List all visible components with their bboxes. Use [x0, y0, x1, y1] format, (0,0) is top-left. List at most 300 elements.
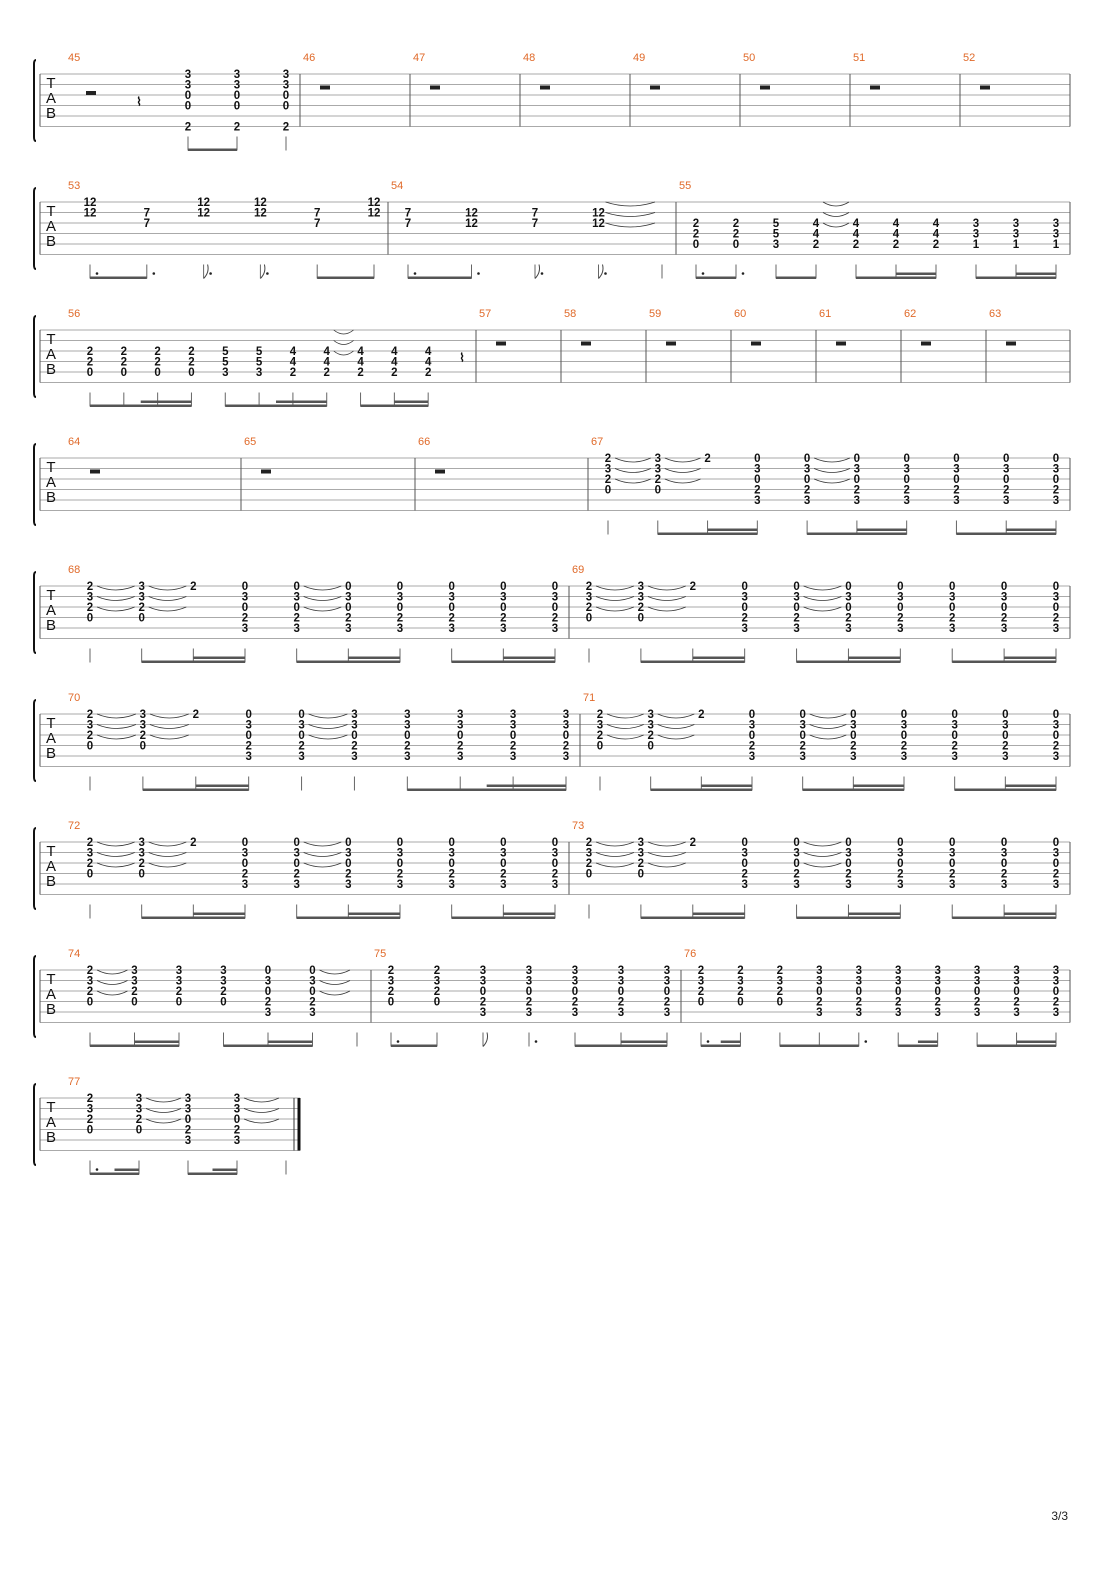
tab-clef-letter: B: [45, 1129, 57, 1146]
measure-number: 48: [523, 52, 536, 64]
fret-number: 2: [525, 996, 533, 1009]
fret-number: 0: [897, 837, 904, 849]
fret-number: 3: [525, 965, 533, 977]
tab-system: [34, 948, 1070, 1047]
fret-number: 3: [222, 367, 229, 379]
tab-clef-letter: A: [45, 90, 57, 107]
tie-arc: [810, 714, 847, 718]
tab-clef-letter: A: [45, 218, 57, 235]
beam: [807, 533, 907, 536]
fret-number: 0: [233, 90, 241, 102]
fret-number: 0: [845, 858, 852, 870]
tab-system: [34, 436, 1070, 535]
fret-number: 2: [86, 858, 94, 870]
tie-arc: [309, 714, 348, 718]
fret-number: 4: [932, 218, 940, 230]
fret-number: 0: [934, 986, 941, 998]
fret-number: 3: [754, 463, 761, 476]
fret-number: 2: [617, 996, 625, 1009]
fret-number: 3: [86, 1103, 94, 1116]
fret-number: 0: [551, 581, 559, 593]
whole-rest: [435, 470, 445, 474]
fret-number: 4: [892, 228, 900, 241]
fret-number: 3: [855, 975, 862, 988]
fret-number: 2: [1052, 868, 1060, 881]
measure-number: 70: [68, 692, 81, 704]
fret-number: 7: [531, 207, 539, 220]
fret-number: 0: [647, 740, 654, 753]
fret-number: 0: [1052, 581, 1060, 593]
fret-number: 2: [86, 709, 94, 721]
note-flag: [204, 265, 209, 279]
whole-rest: [581, 342, 591, 346]
fret-number: 2: [345, 868, 352, 881]
fret-number: 0: [233, 100, 241, 113]
tie-arc: [320, 981, 351, 985]
tie-arc: [665, 458, 701, 462]
fret-number: 2: [135, 1114, 143, 1126]
fret-number: 3: [562, 719, 570, 732]
fret-number: 3: [816, 965, 823, 977]
fret-number: 3: [396, 591, 404, 604]
tie-arc: [606, 213, 656, 217]
fret-number: 0: [1000, 837, 1008, 849]
tie-arc: [648, 863, 686, 867]
fret-number: 0: [845, 837, 852, 849]
measure-number: 62: [904, 308, 917, 320]
fret-number: 0: [793, 837, 800, 849]
fret-number: 3: [1000, 847, 1008, 860]
fret-number: 0: [949, 602, 956, 614]
tie-arc: [648, 842, 686, 846]
fret-number: 2: [86, 1093, 94, 1105]
fret-number: 3: [793, 847, 800, 860]
tab-clef-letter: B: [45, 361, 57, 378]
fret-number: 2: [1002, 740, 1009, 753]
fret-number: 3: [184, 69, 192, 81]
fret-number: 0: [298, 730, 305, 742]
page-number: 3/3: [1051, 1509, 1068, 1523]
fret-number: 0: [86, 868, 94, 881]
fret-number: 0: [900, 730, 908, 742]
fret-number: 0: [853, 474, 861, 486]
system-bracket: [34, 316, 36, 397]
fret-number: 0: [654, 484, 661, 497]
fret-number: 2: [1052, 612, 1060, 625]
note-flag: [260, 265, 265, 279]
fret-number: 2: [1000, 868, 1008, 881]
fret-number: 2: [697, 986, 705, 998]
fret-number: 2: [188, 346, 195, 358]
fret-number: 3: [138, 837, 145, 849]
fret-number: 2: [448, 612, 455, 625]
fret-number: 2: [86, 346, 94, 358]
fret-number: 0: [433, 996, 441, 1009]
tab-clef-letter: T: [46, 75, 56, 92]
fret-number: 12: [592, 207, 605, 220]
beam-secondary: [196, 785, 249, 788]
fret-number: 3: [387, 975, 395, 988]
fret-number: 2: [282, 121, 290, 134]
fret-number: 4: [289, 356, 297, 369]
fret-number: 3: [850, 719, 857, 732]
tie-arc: [823, 223, 849, 227]
tie-arc: [320, 970, 351, 974]
fret-number: 12: [254, 197, 267, 209]
beam-secondary: [848, 913, 900, 916]
tie-arc: [334, 330, 354, 334]
tie-arc: [97, 970, 128, 974]
fret-number: 2: [391, 367, 398, 379]
tie-arc: [97, 586, 135, 590]
fret-number: 3: [396, 847, 404, 860]
fret-number: 3: [953, 495, 960, 507]
fret-number: 3: [448, 879, 455, 891]
tie-arc: [804, 863, 842, 867]
measure-number: 61: [819, 308, 832, 320]
fret-number: 0: [585, 612, 593, 625]
fret-number: 3: [184, 79, 192, 92]
fret-number: 3: [293, 879, 300, 891]
fret-number: 3: [175, 975, 183, 988]
fret-number: 2: [351, 740, 358, 753]
fret-number: 3: [479, 975, 487, 988]
tie-arc: [304, 586, 342, 590]
fret-number: 3: [949, 879, 956, 891]
beam: [188, 149, 237, 152]
fret-number: 2: [86, 356, 94, 369]
fret-number: 0: [845, 602, 852, 614]
fret-number: 2: [1052, 996, 1060, 1009]
measure-number: 65: [244, 436, 257, 448]
fret-number: 0: [793, 581, 800, 593]
fret-number: 2: [654, 474, 661, 486]
fret-number: 0: [1052, 709, 1060, 721]
fret-number: 2: [663, 996, 671, 1009]
fret-number: 2: [892, 239, 900, 251]
fret-number: 0: [663, 986, 671, 998]
fret-number: 12: [367, 197, 381, 209]
tie-arc: [606, 223, 656, 227]
fret-number: 0: [1052, 730, 1060, 742]
beam: [391, 1045, 437, 1048]
measure-number: 68: [68, 564, 81, 576]
fret-number: 2: [86, 837, 94, 849]
measure-number: 72: [68, 820, 81, 832]
tie-arc: [665, 469, 701, 473]
fret-number: 2: [293, 612, 300, 625]
measure-number: 51: [853, 52, 866, 64]
beam: [956, 533, 1056, 536]
tab-clef-letter: A: [45, 858, 57, 875]
fret-number: 3: [479, 1007, 487, 1019]
fret-number: 3: [509, 709, 517, 721]
fret-number: 3: [298, 719, 305, 732]
fret-number: 0: [245, 709, 252, 721]
fret-number: 3: [551, 623, 559, 635]
fret-number: 7: [531, 218, 539, 230]
fret-number: 3: [850, 751, 857, 763]
fret-number: 0: [188, 367, 195, 379]
whole-rest: [650, 86, 660, 90]
beam-secondary: [693, 657, 745, 660]
fret-number: 7: [404, 207, 412, 220]
fret-number: 3: [1052, 847, 1060, 860]
fret-number: 2: [233, 121, 241, 134]
fret-number: 3: [845, 847, 852, 860]
fret-number: 3: [1052, 1007, 1060, 1019]
whole-rest: [430, 86, 440, 90]
fret-number: 3: [241, 879, 249, 891]
fret-number: 3: [793, 623, 800, 635]
fret-number: 3: [973, 1007, 981, 1019]
fret-number: 3: [293, 623, 300, 635]
fret-number: 3: [585, 591, 593, 604]
fret-number: 3: [972, 228, 980, 241]
fret-number: 3: [637, 591, 645, 604]
fret-number: 0: [396, 837, 404, 849]
fret-number: 2: [850, 740, 857, 753]
tie-arc: [648, 607, 686, 611]
fret-number: 4: [323, 356, 330, 369]
measure-number: 52: [963, 52, 976, 64]
fret-number: 0: [264, 965, 272, 977]
fret-number: 2: [86, 602, 94, 614]
fret-number: 3: [448, 847, 455, 860]
fret-number: 3: [897, 847, 904, 860]
fret-number: 3: [816, 975, 823, 988]
tie-arc: [596, 853, 634, 857]
fret-number: 3: [1012, 218, 1020, 230]
whole-rest: [496, 342, 506, 346]
fret-number: 2: [309, 996, 316, 1009]
fret-number: 3: [404, 709, 411, 721]
fret-number: 0: [86, 996, 94, 1009]
fret-number: 0: [845, 581, 852, 593]
tab-clef-letter: B: [45, 105, 57, 122]
measure-number: 71: [583, 692, 596, 704]
fret-number: 3: [803, 495, 811, 507]
fret-number: 2: [387, 986, 395, 998]
beam-secondary: [135, 1041, 180, 1044]
fret-number: 0: [448, 837, 455, 849]
fret-number: 0: [793, 602, 800, 614]
whole-rest: [921, 342, 931, 346]
beam-secondary: [1016, 273, 1056, 276]
fret-number: 3: [184, 1103, 192, 1116]
system-bracket: [34, 444, 36, 525]
tie-arc: [146, 1109, 181, 1113]
fret-number: 2: [241, 868, 249, 881]
beam: [701, 1045, 740, 1048]
fret-number: 0: [138, 612, 145, 625]
beam: [898, 1045, 937, 1048]
fret-number: 0: [220, 996, 227, 1009]
fret-number: 4: [424, 356, 432, 369]
fret-number: 2: [776, 986, 784, 998]
fret-number: 2: [596, 730, 604, 742]
fret-number: 3: [897, 879, 904, 891]
beam-secondary: [276, 401, 327, 404]
fret-number: 2: [776, 965, 784, 977]
fret-number: 4: [357, 346, 364, 358]
note-flag: [599, 265, 604, 279]
fret-number: 0: [799, 730, 806, 742]
fret-number: 2: [748, 740, 756, 753]
fret-number: 2: [741, 612, 748, 625]
fret-number: 3: [509, 719, 517, 732]
fret-number: 3: [220, 975, 227, 988]
fret-number: 2: [184, 1124, 192, 1137]
fret-number: 3: [220, 965, 227, 977]
duration-dot: [397, 1040, 400, 1043]
beam: [977, 1045, 1056, 1048]
tab-system: [34, 820, 1070, 919]
tab-clef-letter: B: [45, 745, 57, 762]
beam-secondary: [693, 913, 745, 916]
fret-number: 3: [245, 719, 252, 732]
fret-number: 3: [233, 1093, 241, 1105]
fret-number: 3: [1052, 495, 1060, 507]
fret-number: 3: [1052, 228, 1060, 241]
beam-secondary: [1017, 1041, 1056, 1044]
tab-clef-letter: A: [45, 1114, 57, 1131]
fret-number: 3: [799, 751, 806, 763]
fret-number: 0: [241, 837, 249, 849]
fret-number: 3: [900, 719, 908, 732]
tie-arc: [97, 991, 128, 995]
fret-number: 3: [934, 975, 941, 988]
fret-number: 3: [551, 591, 559, 604]
fret-number: 0: [184, 100, 192, 113]
measure-number: 45: [68, 52, 81, 64]
fret-number: 0: [1013, 986, 1020, 998]
fret-number: 3: [897, 623, 904, 635]
fret-number: 3: [748, 719, 756, 732]
fret-number: 0: [245, 730, 252, 742]
tie-arc: [304, 842, 342, 846]
fret-number: 2: [500, 868, 507, 881]
beam-secondary: [141, 401, 192, 404]
fret-number: 2: [86, 581, 94, 593]
fret-number: 2: [396, 612, 404, 625]
tie-arc: [97, 842, 135, 846]
tie-arc: [804, 586, 842, 590]
fret-number: 7: [143, 218, 151, 230]
fret-number: 3: [1052, 965, 1060, 977]
fret-number: 2: [1052, 484, 1060, 497]
fret-number: 2: [433, 986, 441, 998]
beam: [641, 661, 745, 664]
fret-number: 1: [972, 239, 980, 251]
beam: [856, 277, 936, 280]
fret-number: 3: [934, 1007, 941, 1019]
fret-number: 0: [184, 90, 192, 102]
tie-arc: [334, 351, 354, 355]
fret-number: 0: [799, 709, 806, 721]
fret-number: 2: [732, 218, 740, 230]
fret-number: 3: [345, 879, 352, 891]
beam-secondary: [503, 657, 555, 660]
fret-number: 0: [293, 602, 300, 614]
fret-number: 0: [1002, 730, 1009, 742]
beam: [90, 277, 147, 280]
whole-rest: [1006, 342, 1016, 346]
duration-dot: [414, 272, 417, 275]
fret-number: 2: [692, 218, 700, 230]
fret-number: 2: [184, 121, 192, 134]
fret-number: 3: [184, 1135, 192, 1147]
beam: [297, 661, 400, 664]
fret-number: 3: [86, 975, 94, 988]
fret-number: 0: [585, 868, 593, 881]
fret-number: 0: [154, 367, 161, 379]
fret-number: 3: [457, 751, 464, 763]
fret-number: 12: [83, 207, 97, 220]
fret-number: 0: [850, 709, 857, 721]
fret-number: 2: [732, 228, 740, 241]
fret-number: 3: [741, 879, 748, 891]
fret-number: 3: [309, 1007, 316, 1019]
fret-number: 0: [803, 474, 811, 486]
beam-secondary: [487, 785, 566, 788]
note-flag: [483, 1033, 488, 1047]
fret-number: 3: [803, 463, 811, 476]
tab-clef-letter: A: [45, 346, 57, 363]
fret-number: 3: [596, 719, 604, 732]
fret-number: 2: [188, 356, 195, 369]
tie-arc: [658, 714, 695, 718]
fret-number: 2: [932, 239, 940, 251]
beam-secondary: [503, 913, 555, 916]
fret-number: 7: [404, 218, 412, 230]
fret-number: 3: [345, 591, 352, 604]
fret-number: 3: [293, 591, 300, 604]
fret-number: 3: [233, 69, 241, 81]
fret-number: 12: [83, 197, 97, 209]
beam-secondary: [721, 1041, 741, 1044]
fret-number: 2: [647, 730, 654, 742]
fret-number: 0: [741, 837, 748, 849]
fret-number: 2: [949, 868, 956, 881]
tie-arc: [149, 597, 187, 601]
whole-rest: [870, 86, 880, 90]
tie-arc: [149, 842, 187, 846]
tie-arc: [596, 842, 634, 846]
fret-number: 2: [737, 965, 744, 977]
system-bracket: [34, 188, 36, 269]
fret-number: 0: [754, 453, 761, 465]
fret-number: 0: [1052, 602, 1060, 614]
fret-number: 3: [1013, 975, 1020, 988]
fret-number: 3: [754, 495, 761, 507]
duration-dot: [153, 272, 156, 275]
measure-number: 57: [479, 308, 492, 320]
measure-number: 53: [68, 180, 81, 192]
fret-number: 3: [1052, 218, 1060, 230]
tie-arc: [97, 714, 136, 718]
fret-number: 3: [895, 1007, 902, 1019]
fret-number: 0: [1052, 858, 1060, 870]
fret-number: 3: [799, 719, 806, 732]
fret-number: 3: [647, 719, 654, 732]
fret-number: 3: [776, 975, 784, 988]
tie-arc: [615, 469, 651, 473]
beam: [224, 1045, 313, 1048]
beam: [142, 917, 245, 920]
fret-number: 2: [86, 986, 94, 998]
tab-clef-letter: B: [45, 1001, 57, 1018]
